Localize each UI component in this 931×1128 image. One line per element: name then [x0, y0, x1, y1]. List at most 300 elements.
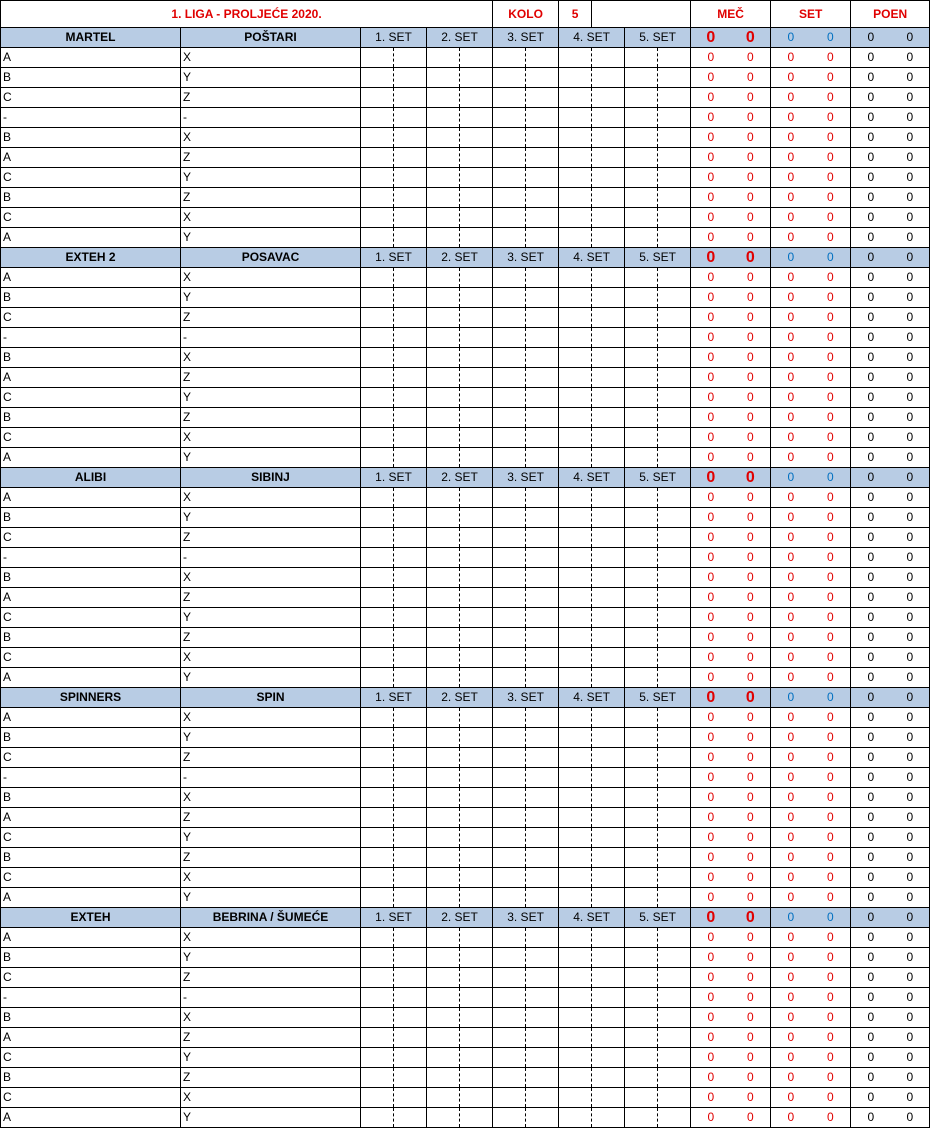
set-score-home-input[interactable] [493, 828, 526, 848]
set-score-away-input[interactable] [658, 228, 691, 248]
set-score-away-input[interactable] [460, 208, 493, 228]
set-score-away-input[interactable] [394, 508, 427, 528]
set-score-home-input[interactable] [625, 208, 658, 228]
set-score-home-input[interactable] [361, 508, 394, 528]
set-score-home-input[interactable] [559, 108, 592, 128]
set-score-away-input[interactable] [658, 388, 691, 408]
set-score-home-input[interactable] [427, 628, 460, 648]
away-player-slot[interactable]: Y [181, 828, 361, 848]
away-player-slot[interactable]: - [181, 548, 361, 568]
set-score-home-input[interactable] [361, 348, 394, 368]
set-score-away-input[interactable] [526, 208, 559, 228]
set-score-home-input[interactable] [625, 388, 658, 408]
set-score-away-input[interactable] [658, 1108, 691, 1128]
set-score-home-input[interactable] [361, 1008, 394, 1028]
set-score-away-input[interactable] [526, 1028, 559, 1048]
set-score-away-input[interactable] [460, 328, 493, 348]
set-score-home-input[interactable] [559, 708, 592, 728]
away-player-slot[interactable]: Z [181, 148, 361, 168]
set-score-away-input[interactable] [526, 328, 559, 348]
set-score-home-input[interactable] [361, 148, 394, 168]
set-score-away-input[interactable] [394, 88, 427, 108]
set-score-home-input[interactable] [427, 748, 460, 768]
home-player-slot[interactable]: B [1, 948, 181, 968]
away-player-slot[interactable]: Y [181, 1108, 361, 1128]
set-score-away-input[interactable] [526, 768, 559, 788]
home-player-slot[interactable]: B [1, 848, 181, 868]
set-score-home-input[interactable] [361, 528, 394, 548]
set-score-home-input[interactable] [427, 968, 460, 988]
set-score-home-input[interactable] [361, 988, 394, 1008]
set-score-home-input[interactable] [625, 428, 658, 448]
set-score-away-input[interactable] [592, 748, 625, 768]
home-player-slot[interactable]: C [1, 168, 181, 188]
set-score-home-input[interactable] [559, 848, 592, 868]
set-score-home-input[interactable] [427, 888, 460, 908]
away-player-slot[interactable]: Y [181, 288, 361, 308]
away-player-slot[interactable]: X [181, 48, 361, 68]
set-score-home-input[interactable] [559, 1068, 592, 1088]
set-score-away-input[interactable] [592, 1108, 625, 1128]
set-score-home-input[interactable] [427, 128, 460, 148]
set-score-home-input[interactable] [493, 88, 526, 108]
set-score-home-input[interactable] [493, 948, 526, 968]
set-score-home-input[interactable] [361, 68, 394, 88]
set-score-away-input[interactable] [658, 348, 691, 368]
set-score-home-input[interactable] [427, 208, 460, 228]
set-score-away-input[interactable] [526, 588, 559, 608]
set-score-home-input[interactable] [559, 48, 592, 68]
set-score-away-input[interactable] [658, 828, 691, 848]
set-score-home-input[interactable] [493, 968, 526, 988]
set-score-home-input[interactable] [361, 48, 394, 68]
set-score-home-input[interactable] [559, 448, 592, 468]
set-score-away-input[interactable] [394, 68, 427, 88]
set-score-home-input[interactable] [361, 448, 394, 468]
set-score-home-input[interactable] [559, 668, 592, 688]
set-score-away-input[interactable] [460, 1068, 493, 1088]
set-score-away-input[interactable] [592, 388, 625, 408]
set-score-away-input[interactable] [394, 768, 427, 788]
set-score-away-input[interactable] [394, 968, 427, 988]
set-score-home-input[interactable] [427, 288, 460, 308]
set-score-home-input[interactable] [625, 768, 658, 788]
set-score-home-input[interactable] [493, 148, 526, 168]
set-score-home-input[interactable] [427, 328, 460, 348]
set-score-away-input[interactable] [394, 168, 427, 188]
set-score-home-input[interactable] [625, 308, 658, 328]
set-score-away-input[interactable] [592, 988, 625, 1008]
set-score-home-input[interactable] [493, 48, 526, 68]
away-player-slot[interactable]: X [181, 928, 361, 948]
set-score-away-input[interactable] [658, 648, 691, 668]
set-score-home-input[interactable] [559, 748, 592, 768]
set-score-home-input[interactable] [559, 388, 592, 408]
set-score-away-input[interactable] [394, 348, 427, 368]
set-score-home-input[interactable] [625, 408, 658, 428]
set-score-home-input[interactable] [625, 488, 658, 508]
set-score-home-input[interactable] [559, 568, 592, 588]
set-score-home-input[interactable] [427, 348, 460, 368]
home-player-slot[interactable]: B [1, 68, 181, 88]
home-player-slot[interactable]: C [1, 428, 181, 448]
set-score-home-input[interactable] [625, 448, 658, 468]
set-score-away-input[interactable] [394, 868, 427, 888]
set-score-home-input[interactable] [559, 728, 592, 748]
set-score-home-input[interactable] [493, 748, 526, 768]
set-score-away-input[interactable] [592, 68, 625, 88]
set-score-home-input[interactable] [493, 988, 526, 1008]
home-player-slot[interactable]: A [1, 928, 181, 948]
set-score-home-input[interactable] [493, 628, 526, 648]
set-score-home-input[interactable] [559, 1008, 592, 1028]
set-score-home-input[interactable] [361, 428, 394, 448]
set-score-home-input[interactable] [427, 488, 460, 508]
set-score-home-input[interactable] [493, 768, 526, 788]
set-score-home-input[interactable] [559, 1088, 592, 1108]
set-score-away-input[interactable] [394, 208, 427, 228]
set-score-away-input[interactable] [394, 988, 427, 1008]
set-score-home-input[interactable] [625, 848, 658, 868]
set-score-home-input[interactable] [625, 668, 658, 688]
away-player-slot[interactable]: Y [181, 608, 361, 628]
set-score-home-input[interactable] [427, 568, 460, 588]
set-score-home-input[interactable] [625, 568, 658, 588]
set-score-home-input[interactable] [361, 308, 394, 328]
set-score-home-input[interactable] [625, 168, 658, 188]
set-score-away-input[interactable] [460, 1108, 493, 1128]
set-score-away-input[interactable] [394, 148, 427, 168]
set-score-home-input[interactable] [559, 868, 592, 888]
set-score-home-input[interactable] [625, 988, 658, 1008]
set-score-home-input[interactable] [559, 988, 592, 1008]
set-score-away-input[interactable] [592, 1068, 625, 1088]
set-score-away-input[interactable] [592, 108, 625, 128]
set-score-home-input[interactable] [427, 408, 460, 428]
set-score-away-input[interactable] [658, 768, 691, 788]
set-score-away-input[interactable] [658, 868, 691, 888]
away-player-slot[interactable]: X [181, 208, 361, 228]
set-score-home-input[interactable] [625, 928, 658, 948]
set-score-away-input[interactable] [394, 808, 427, 828]
set-score-away-input[interactable] [658, 928, 691, 948]
home-player-slot[interactable]: C [1, 648, 181, 668]
away-player-slot[interactable]: Z [181, 88, 361, 108]
set-score-home-input[interactable] [361, 1028, 394, 1048]
set-score-home-input[interactable] [493, 188, 526, 208]
set-score-home-input[interactable] [361, 268, 394, 288]
home-player-slot[interactable]: A [1, 48, 181, 68]
home-player-slot[interactable]: C [1, 88, 181, 108]
set-score-home-input[interactable] [361, 668, 394, 688]
set-score-home-input[interactable] [493, 888, 526, 908]
set-score-away-input[interactable] [526, 808, 559, 828]
away-player-slot[interactable]: X [181, 268, 361, 288]
home-player-slot[interactable]: A [1, 228, 181, 248]
set-score-away-input[interactable] [526, 408, 559, 428]
set-score-home-input[interactable] [493, 228, 526, 248]
set-score-away-input[interactable] [526, 968, 559, 988]
home-player-slot[interactable]: C [1, 528, 181, 548]
set-score-home-input[interactable] [361, 628, 394, 648]
set-score-away-input[interactable] [658, 548, 691, 568]
set-score-home-input[interactable] [427, 188, 460, 208]
set-score-away-input[interactable] [394, 388, 427, 408]
kolo-value[interactable]: 5 [559, 1, 592, 28]
set-score-home-input[interactable] [625, 368, 658, 388]
set-score-away-input[interactable] [658, 1008, 691, 1028]
set-score-away-input[interactable] [592, 428, 625, 448]
set-score-home-input[interactable] [493, 268, 526, 288]
home-player-slot[interactable]: B [1, 1068, 181, 1088]
set-score-away-input[interactable] [460, 608, 493, 628]
set-score-away-input[interactable] [526, 168, 559, 188]
set-score-away-input[interactable] [658, 988, 691, 1008]
home-player-slot[interactable]: - [1, 108, 181, 128]
set-score-away-input[interactable] [460, 148, 493, 168]
set-score-away-input[interactable] [658, 808, 691, 828]
set-score-away-input[interactable] [460, 368, 493, 388]
set-score-home-input[interactable] [427, 108, 460, 128]
away-player-slot[interactable]: Y [181, 68, 361, 88]
set-score-home-input[interactable] [625, 228, 658, 248]
set-score-away-input[interactable] [658, 128, 691, 148]
set-score-away-input[interactable] [460, 928, 493, 948]
set-score-away-input[interactable] [460, 308, 493, 328]
set-score-away-input[interactable] [658, 628, 691, 648]
set-score-away-input[interactable] [460, 848, 493, 868]
away-player-slot[interactable]: Y [181, 388, 361, 408]
set-score-away-input[interactable] [526, 708, 559, 728]
set-score-home-input[interactable] [361, 188, 394, 208]
set-score-away-input[interactable] [592, 648, 625, 668]
set-score-home-input[interactable] [625, 108, 658, 128]
set-score-away-input[interactable] [526, 148, 559, 168]
set-score-home-input[interactable] [493, 128, 526, 148]
home-player-slot[interactable]: C [1, 208, 181, 228]
set-score-away-input[interactable] [526, 508, 559, 528]
set-score-home-input[interactable] [559, 268, 592, 288]
set-score-home-input[interactable] [559, 528, 592, 548]
set-score-away-input[interactable] [460, 348, 493, 368]
set-score-away-input[interactable] [460, 768, 493, 788]
set-score-away-input[interactable] [460, 268, 493, 288]
set-score-home-input[interactable] [493, 108, 526, 128]
set-score-away-input[interactable] [394, 288, 427, 308]
set-score-home-input[interactable] [427, 848, 460, 868]
set-score-home-input[interactable] [427, 88, 460, 108]
set-score-away-input[interactable] [460, 788, 493, 808]
set-score-away-input[interactable] [592, 868, 625, 888]
set-score-away-input[interactable] [592, 268, 625, 288]
set-score-home-input[interactable] [361, 728, 394, 748]
home-player-slot[interactable]: A [1, 888, 181, 908]
set-score-home-input[interactable] [625, 648, 658, 668]
home-player-slot[interactable]: B [1, 348, 181, 368]
set-score-away-input[interactable] [526, 1048, 559, 1068]
set-score-home-input[interactable] [427, 808, 460, 828]
set-score-home-input[interactable] [427, 528, 460, 548]
set-score-home-input[interactable] [493, 708, 526, 728]
set-score-away-input[interactable] [394, 1068, 427, 1088]
home-player-slot[interactable]: B [1, 728, 181, 748]
set-score-away-input[interactable] [460, 988, 493, 1008]
set-score-away-input[interactable] [592, 48, 625, 68]
set-score-away-input[interactable] [394, 1008, 427, 1028]
set-score-home-input[interactable] [427, 508, 460, 528]
set-score-away-input[interactable] [658, 588, 691, 608]
set-score-home-input[interactable] [625, 608, 658, 628]
set-score-home-input[interactable] [559, 88, 592, 108]
set-score-away-input[interactable] [526, 128, 559, 148]
set-score-home-input[interactable] [559, 508, 592, 528]
away-player-slot[interactable]: - [181, 768, 361, 788]
set-score-home-input[interactable] [427, 828, 460, 848]
set-score-away-input[interactable] [394, 1048, 427, 1068]
home-player-slot[interactable]: A [1, 1108, 181, 1128]
away-player-slot[interactable]: X [181, 868, 361, 888]
set-score-away-input[interactable] [526, 1068, 559, 1088]
set-score-home-input[interactable] [625, 628, 658, 648]
set-score-home-input[interactable] [361, 968, 394, 988]
set-score-away-input[interactable] [460, 648, 493, 668]
set-score-away-input[interactable] [592, 1088, 625, 1108]
set-score-home-input[interactable] [559, 68, 592, 88]
set-score-away-input[interactable] [394, 428, 427, 448]
set-score-away-input[interactable] [460, 888, 493, 908]
set-score-away-input[interactable] [526, 448, 559, 468]
set-score-home-input[interactable] [559, 408, 592, 428]
set-score-home-input[interactable] [625, 88, 658, 108]
set-score-home-input[interactable] [361, 388, 394, 408]
set-score-away-input[interactable] [460, 708, 493, 728]
set-score-home-input[interactable] [361, 208, 394, 228]
away-player-slot[interactable]: - [181, 988, 361, 1008]
set-score-home-input[interactable] [361, 868, 394, 888]
set-score-home-input[interactable] [559, 628, 592, 648]
set-score-away-input[interactable] [460, 968, 493, 988]
set-score-home-input[interactable] [361, 948, 394, 968]
set-score-home-input[interactable] [493, 348, 526, 368]
set-score-home-input[interactable] [493, 608, 526, 628]
set-score-away-input[interactable] [526, 428, 559, 448]
set-score-home-input[interactable] [625, 788, 658, 808]
set-score-away-input[interactable] [526, 608, 559, 628]
set-score-away-input[interactable] [526, 728, 559, 748]
set-score-home-input[interactable] [361, 128, 394, 148]
set-score-away-input[interactable] [394, 368, 427, 388]
set-score-home-input[interactable] [427, 728, 460, 748]
set-score-home-input[interactable] [625, 548, 658, 568]
away-player-slot[interactable]: Z [181, 628, 361, 648]
set-score-away-input[interactable] [592, 128, 625, 148]
set-score-home-input[interactable] [625, 1108, 658, 1128]
set-score-away-input[interactable] [658, 308, 691, 328]
set-score-away-input[interactable] [460, 388, 493, 408]
away-player-slot[interactable]: Y [181, 1048, 361, 1068]
set-score-away-input[interactable] [658, 668, 691, 688]
set-score-home-input[interactable] [625, 728, 658, 748]
set-score-away-input[interactable] [394, 528, 427, 548]
away-player-slot[interactable]: X [181, 428, 361, 448]
set-score-away-input[interactable] [658, 368, 691, 388]
set-score-home-input[interactable] [427, 1088, 460, 1108]
set-score-home-input[interactable] [625, 1008, 658, 1028]
set-score-away-input[interactable] [394, 628, 427, 648]
away-player-slot[interactable]: X [181, 648, 361, 668]
set-score-away-input[interactable] [526, 388, 559, 408]
set-score-away-input[interactable] [460, 528, 493, 548]
set-score-home-input[interactable] [361, 648, 394, 668]
set-score-away-input[interactable] [394, 108, 427, 128]
set-score-home-input[interactable] [625, 1028, 658, 1048]
set-score-away-input[interactable] [526, 928, 559, 948]
set-score-home-input[interactable] [559, 808, 592, 828]
set-score-home-input[interactable] [559, 148, 592, 168]
set-score-home-input[interactable] [625, 528, 658, 548]
set-score-away-input[interactable] [394, 608, 427, 628]
set-score-away-input[interactable] [394, 548, 427, 568]
home-player-slot[interactable]: C [1, 828, 181, 848]
set-score-away-input[interactable] [526, 88, 559, 108]
set-score-away-input[interactable] [526, 528, 559, 548]
set-score-home-input[interactable] [427, 388, 460, 408]
set-score-home-input[interactable] [427, 448, 460, 468]
set-score-home-input[interactable] [493, 528, 526, 548]
set-score-home-input[interactable] [559, 308, 592, 328]
away-player-slot[interactable]: Z [181, 528, 361, 548]
set-score-away-input[interactable] [394, 228, 427, 248]
set-score-away-input[interactable] [526, 668, 559, 688]
set-score-away-input[interactable] [394, 668, 427, 688]
away-player-slot[interactable]: Z [181, 748, 361, 768]
away-player-slot[interactable]: Y [181, 888, 361, 908]
away-player-slot[interactable]: X [181, 488, 361, 508]
set-score-away-input[interactable] [394, 708, 427, 728]
set-score-home-input[interactable] [361, 828, 394, 848]
set-score-home-input[interactable] [625, 808, 658, 828]
away-player-slot[interactable]: Y [181, 508, 361, 528]
set-score-away-input[interactable] [592, 568, 625, 588]
set-score-home-input[interactable] [625, 508, 658, 528]
set-score-home-input[interactable] [625, 888, 658, 908]
set-score-home-input[interactable] [625, 948, 658, 968]
set-score-home-input[interactable] [361, 768, 394, 788]
set-score-home-input[interactable] [493, 788, 526, 808]
set-score-home-input[interactable] [493, 428, 526, 448]
away-player-slot[interactable]: Y [181, 168, 361, 188]
set-score-home-input[interactable] [559, 168, 592, 188]
set-score-home-input[interactable] [427, 948, 460, 968]
away-player-slot[interactable]: X [181, 348, 361, 368]
set-score-home-input[interactable] [427, 648, 460, 668]
set-score-away-input[interactable] [658, 68, 691, 88]
away-player-slot[interactable]: X [181, 1088, 361, 1108]
set-score-home-input[interactable] [361, 328, 394, 348]
set-score-away-input[interactable] [394, 828, 427, 848]
set-score-away-input[interactable] [526, 1108, 559, 1128]
set-score-away-input[interactable] [394, 928, 427, 948]
home-player-slot[interactable]: A [1, 1028, 181, 1048]
set-score-home-input[interactable] [361, 708, 394, 728]
set-score-home-input[interactable] [493, 508, 526, 528]
set-score-away-input[interactable] [394, 1108, 427, 1128]
set-score-away-input[interactable] [592, 848, 625, 868]
set-score-away-input[interactable] [526, 308, 559, 328]
set-score-away-input[interactable] [460, 1008, 493, 1028]
set-score-home-input[interactable] [361, 1088, 394, 1108]
set-score-away-input[interactable] [526, 848, 559, 868]
